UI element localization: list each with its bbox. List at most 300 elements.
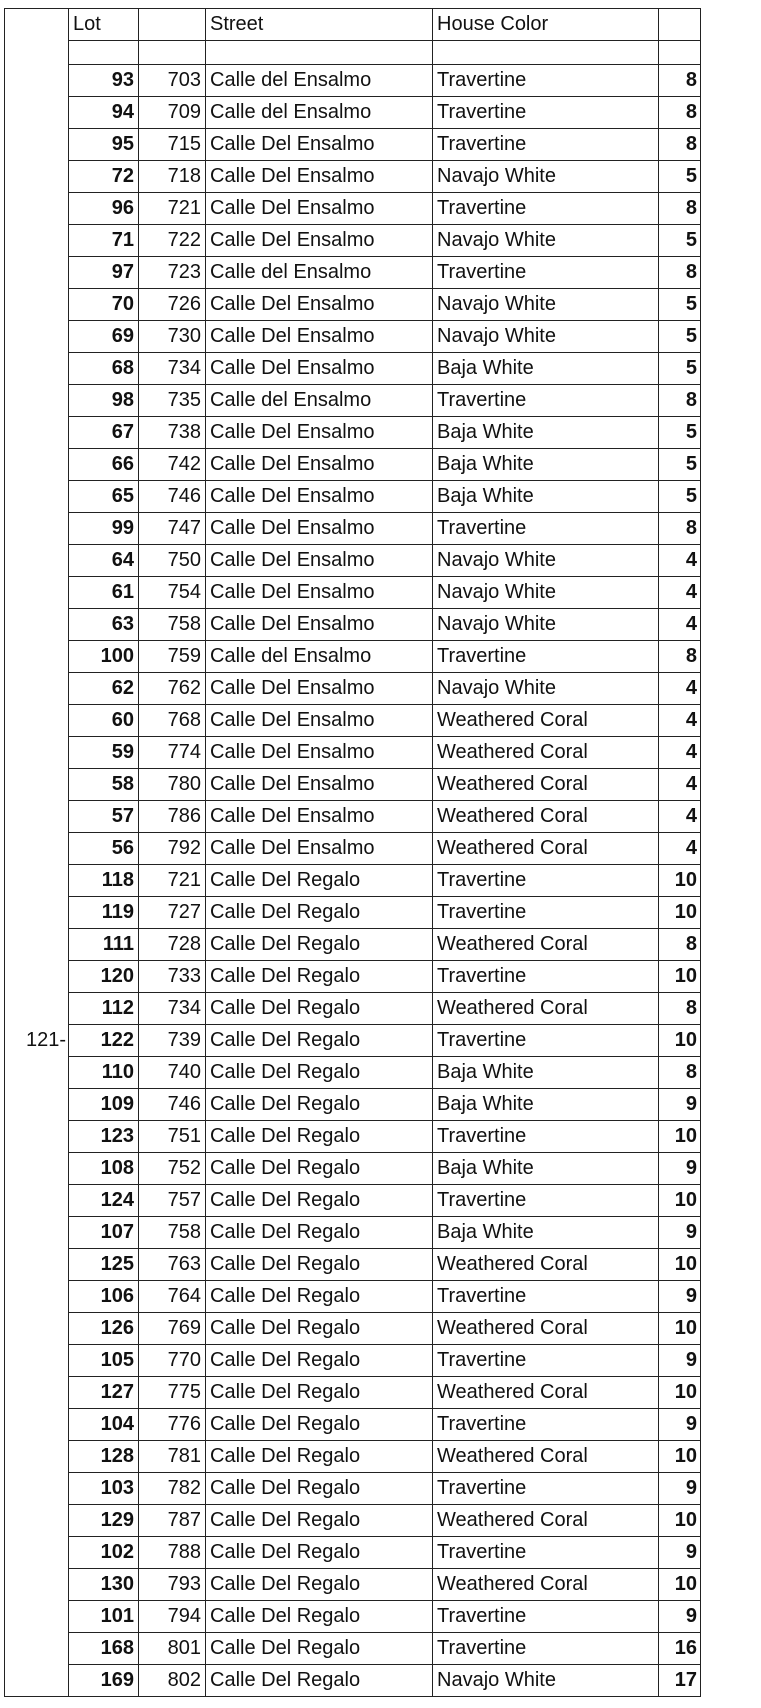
count-cell: 5 bbox=[659, 353, 701, 385]
street-cell: Calle del Ensalmo bbox=[206, 641, 433, 673]
count-cell: 5 bbox=[659, 417, 701, 449]
address-cell: 751 bbox=[139, 1121, 206, 1153]
count-cell: 8 bbox=[659, 993, 701, 1025]
lot-cell: 66 bbox=[69, 449, 139, 481]
street-cell: Calle Del Ensalmo bbox=[206, 129, 433, 161]
street-cell: Calle Del Ensalmo bbox=[206, 609, 433, 641]
count-cell: 5 bbox=[659, 449, 701, 481]
street-cell: Calle Del Ensalmo bbox=[206, 193, 433, 225]
note-cell bbox=[5, 577, 69, 609]
lot-cell: 68 bbox=[69, 353, 139, 385]
street-cell: Calle Del Regalo bbox=[206, 1025, 433, 1057]
lot-cell: 128 bbox=[69, 1441, 139, 1473]
count-cell: 17 bbox=[659, 1665, 701, 1697]
lot-cell: 65 bbox=[69, 481, 139, 513]
address-cell: 715 bbox=[139, 129, 206, 161]
note-cell bbox=[5, 1441, 69, 1473]
table-row bbox=[5, 1217, 701, 1249]
table-row bbox=[5, 929, 701, 961]
house-color-cell: Travertine bbox=[433, 1537, 659, 1569]
lot-cell: 127 bbox=[69, 1377, 139, 1409]
street-cell: Calle Del Regalo bbox=[206, 1089, 433, 1121]
table-row bbox=[5, 1313, 701, 1345]
table-row bbox=[5, 1153, 701, 1185]
street-cell: Calle Del Regalo bbox=[206, 961, 433, 993]
lot-cell: 57 bbox=[69, 801, 139, 833]
note-cell bbox=[5, 1473, 69, 1505]
street-cell: Calle Del Regalo bbox=[206, 1377, 433, 1409]
count-cell: 8 bbox=[659, 929, 701, 961]
note-cell bbox=[5, 897, 69, 929]
count-cell: 8 bbox=[659, 385, 701, 417]
lot-cell: 129 bbox=[69, 1505, 139, 1537]
street-cell: Calle Del Ensalmo bbox=[206, 481, 433, 513]
address-cell: 801 bbox=[139, 1633, 206, 1665]
lot-cell: 126 bbox=[69, 1313, 139, 1345]
street-cell: Calle Del Ensalmo bbox=[206, 449, 433, 481]
street-cell: Calle Del Regalo bbox=[206, 1569, 433, 1601]
table-row bbox=[5, 321, 701, 353]
lot-cell: 56 bbox=[69, 833, 139, 865]
street-cell: Calle del Ensalmo bbox=[206, 385, 433, 417]
street-cell: Calle Del Regalo bbox=[206, 897, 433, 929]
table-row bbox=[5, 1185, 701, 1217]
lot-cell: 169 bbox=[69, 1665, 139, 1697]
address-cell: 733 bbox=[139, 961, 206, 993]
table-row bbox=[5, 641, 701, 673]
address-cell: 764 bbox=[139, 1281, 206, 1313]
lot-cell: 123 bbox=[69, 1121, 139, 1153]
table-row bbox=[5, 1121, 701, 1153]
lot-cell: 72 bbox=[69, 161, 139, 193]
street-cell: Calle Del Ensalmo bbox=[206, 289, 433, 321]
count-cell: 4 bbox=[659, 545, 701, 577]
street-cell: Calle Del Ensalmo bbox=[206, 513, 433, 545]
house-color-cell: Weathered Coral bbox=[433, 769, 659, 801]
note-cell bbox=[5, 737, 69, 769]
house-color-cell: Baja White bbox=[433, 449, 659, 481]
note-cell bbox=[5, 929, 69, 961]
note-cell bbox=[5, 1569, 69, 1601]
street-cell: Calle Del Regalo bbox=[206, 1473, 433, 1505]
table-row bbox=[5, 1377, 701, 1409]
table-row bbox=[5, 161, 701, 193]
house-color-cell: Travertine bbox=[433, 641, 659, 673]
note-cell bbox=[5, 321, 69, 353]
address-cell: 782 bbox=[139, 1473, 206, 1505]
count-cell: 9 bbox=[659, 1089, 701, 1121]
table-row bbox=[5, 1537, 701, 1569]
house-color-cell: Baja White bbox=[433, 353, 659, 385]
street-cell: Calle Del Regalo bbox=[206, 1409, 433, 1441]
blank-row bbox=[5, 41, 701, 65]
house-color-cell: Weathered Coral bbox=[433, 1249, 659, 1281]
house-color-cell: Baja White bbox=[433, 1217, 659, 1249]
table-row bbox=[5, 1057, 701, 1089]
lot-cell: 69 bbox=[69, 321, 139, 353]
note-cell bbox=[5, 449, 69, 481]
table-row bbox=[5, 1473, 701, 1505]
count-cell: 9 bbox=[659, 1345, 701, 1377]
count-cell: 8 bbox=[659, 129, 701, 161]
count-cell: 8 bbox=[659, 641, 701, 673]
note-cell bbox=[5, 1345, 69, 1377]
header-lot: Lot bbox=[69, 9, 139, 41]
count-cell: 9 bbox=[659, 1537, 701, 1569]
house-color-cell: Travertine bbox=[433, 1409, 659, 1441]
address-cell: 739 bbox=[139, 1025, 206, 1057]
table-row bbox=[5, 385, 701, 417]
house-color-cell: Navajo White bbox=[433, 577, 659, 609]
street-cell: Calle del Ensalmo bbox=[206, 65, 433, 97]
table-row bbox=[5, 1601, 701, 1633]
note-cell bbox=[5, 1153, 69, 1185]
lot-cell: 109 bbox=[69, 1089, 139, 1121]
lot-cell: 103 bbox=[69, 1473, 139, 1505]
note-cell bbox=[5, 65, 69, 97]
count-cell: 9 bbox=[659, 1153, 701, 1185]
lot-cell: 101 bbox=[69, 1601, 139, 1633]
table-row bbox=[5, 1505, 701, 1537]
address-cell: 757 bbox=[139, 1185, 206, 1217]
table-row bbox=[5, 65, 701, 97]
street-cell: Calle Del Ensalmo bbox=[206, 161, 433, 193]
lot-cell: 67 bbox=[69, 417, 139, 449]
house-color-cell: Travertine bbox=[433, 1281, 659, 1313]
house-color-cell: Travertine bbox=[433, 65, 659, 97]
street-cell: Calle Del Regalo bbox=[206, 1249, 433, 1281]
address-cell: 794 bbox=[139, 1601, 206, 1633]
count-cell: 9 bbox=[659, 1409, 701, 1441]
address-cell: 746 bbox=[139, 1089, 206, 1121]
table-row bbox=[5, 417, 701, 449]
street-cell: Calle Del Regalo bbox=[206, 1633, 433, 1665]
table-row bbox=[5, 289, 701, 321]
count-cell: 4 bbox=[659, 833, 701, 865]
address-cell: 722 bbox=[139, 225, 206, 257]
street-cell: Calle Del Ensalmo bbox=[206, 353, 433, 385]
count-cell: 10 bbox=[659, 1185, 701, 1217]
note-cell bbox=[5, 545, 69, 577]
house-color-cell: Baja White bbox=[433, 1089, 659, 1121]
street-cell: Calle Del Ensalmo bbox=[206, 737, 433, 769]
address-cell: 746 bbox=[139, 481, 206, 513]
lot-cell: 112 bbox=[69, 993, 139, 1025]
house-color-cell: Weathered Coral bbox=[433, 705, 659, 737]
street-cell: Calle del Ensalmo bbox=[206, 97, 433, 129]
house-color-cell: Weathered Coral bbox=[433, 1569, 659, 1601]
street-cell: Calle Del Ensalmo bbox=[206, 545, 433, 577]
note-cell bbox=[5, 865, 69, 897]
street-cell: Calle Del Regalo bbox=[206, 1185, 433, 1217]
count-cell: 9 bbox=[659, 1473, 701, 1505]
house-color-cell: Travertine bbox=[433, 1185, 659, 1217]
count-cell: 9 bbox=[659, 1281, 701, 1313]
address-cell: 730 bbox=[139, 321, 206, 353]
address-cell: 709 bbox=[139, 97, 206, 129]
street-cell: Calle Del Regalo bbox=[206, 1313, 433, 1345]
count-cell: 9 bbox=[659, 1601, 701, 1633]
table-row bbox=[5, 577, 701, 609]
table-row bbox=[5, 993, 701, 1025]
note-cell bbox=[5, 993, 69, 1025]
lot-cell: 130 bbox=[69, 1569, 139, 1601]
street-cell: Calle Del Ensalmo bbox=[206, 225, 433, 257]
house-color-cell: Baja White bbox=[433, 481, 659, 513]
street-cell: Calle Del Regalo bbox=[206, 929, 433, 961]
address-cell: 770 bbox=[139, 1345, 206, 1377]
street-cell: Calle Del Regalo bbox=[206, 1217, 433, 1249]
count-cell: 10 bbox=[659, 1025, 701, 1057]
note-cell bbox=[5, 193, 69, 225]
address-cell: 793 bbox=[139, 1569, 206, 1601]
header-row bbox=[5, 9, 701, 41]
table-row bbox=[5, 1025, 701, 1057]
table-row bbox=[5, 545, 701, 577]
blank-cell bbox=[433, 41, 659, 65]
house-color-cell: Navajo White bbox=[433, 225, 659, 257]
lot-cell: 119 bbox=[69, 897, 139, 929]
note-cell bbox=[5, 257, 69, 289]
address-cell: 734 bbox=[139, 353, 206, 385]
street-cell: Calle Del Ensalmo bbox=[206, 417, 433, 449]
header-count bbox=[659, 9, 701, 41]
table-row bbox=[5, 1345, 701, 1377]
note-cell bbox=[5, 481, 69, 513]
house-color-cell: Travertine bbox=[433, 961, 659, 993]
street-cell: Calle Del Ensalmo bbox=[206, 833, 433, 865]
lot-cell: 64 bbox=[69, 545, 139, 577]
house-color-cell: Baja White bbox=[433, 1057, 659, 1089]
street-cell: Calle Del Ensalmo bbox=[206, 769, 433, 801]
address-cell: 742 bbox=[139, 449, 206, 481]
note-cell bbox=[5, 1665, 69, 1697]
house-color-cell: Travertine bbox=[433, 129, 659, 161]
table-row bbox=[5, 737, 701, 769]
note-cell bbox=[5, 1377, 69, 1409]
header-note bbox=[5, 9, 69, 41]
house-color-cell: Navajo White bbox=[433, 673, 659, 705]
street-cell: Calle Del Regalo bbox=[206, 1057, 433, 1089]
lot-cell: 106 bbox=[69, 1281, 139, 1313]
header-street: Street bbox=[206, 9, 433, 41]
count-cell: 4 bbox=[659, 769, 701, 801]
address-cell: 721 bbox=[139, 865, 206, 897]
table-row bbox=[5, 769, 701, 801]
table-row bbox=[5, 1281, 701, 1313]
note-cell bbox=[5, 1217, 69, 1249]
table-row bbox=[5, 1089, 701, 1121]
count-cell: 4 bbox=[659, 577, 701, 609]
lot-cell: 60 bbox=[69, 705, 139, 737]
street-cell: Calle Del Regalo bbox=[206, 865, 433, 897]
table-row bbox=[5, 449, 701, 481]
street-cell: Calle Del Regalo bbox=[206, 1441, 433, 1473]
note-cell bbox=[5, 1281, 69, 1313]
address-cell: 738 bbox=[139, 417, 206, 449]
count-cell: 8 bbox=[659, 65, 701, 97]
address-cell: 735 bbox=[139, 385, 206, 417]
table-row bbox=[5, 1409, 701, 1441]
street-cell: Calle Del Regalo bbox=[206, 1121, 433, 1153]
note-cell bbox=[5, 769, 69, 801]
note-cell bbox=[5, 161, 69, 193]
lot-cell: 71 bbox=[69, 225, 139, 257]
house-color-cell: Travertine bbox=[433, 897, 659, 929]
house-color-cell: Weathered Coral bbox=[433, 1313, 659, 1345]
lot-cell: 98 bbox=[69, 385, 139, 417]
table-row bbox=[5, 1633, 701, 1665]
house-color-cell: Navajo White bbox=[433, 161, 659, 193]
note-cell bbox=[5, 1537, 69, 1569]
lot-cell: 94 bbox=[69, 97, 139, 129]
lot-cell: 95 bbox=[69, 129, 139, 161]
note-cell bbox=[5, 1057, 69, 1089]
table-row bbox=[5, 801, 701, 833]
table-row bbox=[5, 1569, 701, 1601]
lot-cell: 120 bbox=[69, 961, 139, 993]
address-cell: 759 bbox=[139, 641, 206, 673]
table-row bbox=[5, 193, 701, 225]
street-cell: Calle Del Regalo bbox=[206, 1601, 433, 1633]
lot-cell: 61 bbox=[69, 577, 139, 609]
count-cell: 10 bbox=[659, 1569, 701, 1601]
address-cell: 758 bbox=[139, 1217, 206, 1249]
table-row bbox=[5, 833, 701, 865]
address-cell: 718 bbox=[139, 161, 206, 193]
table-row bbox=[5, 673, 701, 705]
blank-cell bbox=[139, 41, 206, 65]
note-cell bbox=[5, 609, 69, 641]
address-cell: 763 bbox=[139, 1249, 206, 1281]
house-color-cell: Travertine bbox=[433, 1601, 659, 1633]
note-cell: 121- bbox=[5, 1025, 69, 1057]
count-cell: 5 bbox=[659, 161, 701, 193]
count-cell: 10 bbox=[659, 1121, 701, 1153]
note-cell bbox=[5, 129, 69, 161]
count-cell: 10 bbox=[659, 961, 701, 993]
note-cell bbox=[5, 97, 69, 129]
house-color-cell: Travertine bbox=[433, 1025, 659, 1057]
note-cell bbox=[5, 1633, 69, 1665]
house-color-cell: Navajo White bbox=[433, 545, 659, 577]
note-cell bbox=[5, 1409, 69, 1441]
count-cell: 10 bbox=[659, 1249, 701, 1281]
table-row bbox=[5, 1441, 701, 1473]
house-color-cell: Travertine bbox=[433, 193, 659, 225]
house-color-cell: Navajo White bbox=[433, 609, 659, 641]
lot-cell: 96 bbox=[69, 193, 139, 225]
note-cell bbox=[5, 289, 69, 321]
table-row bbox=[5, 897, 701, 929]
house-color-cell: Navajo White bbox=[433, 289, 659, 321]
lot-cell: 104 bbox=[69, 1409, 139, 1441]
address-cell: 802 bbox=[139, 1665, 206, 1697]
lot-cell: 108 bbox=[69, 1153, 139, 1185]
house-color-cell: Weathered Coral bbox=[433, 929, 659, 961]
address-cell: 775 bbox=[139, 1377, 206, 1409]
table-row bbox=[5, 865, 701, 897]
house-color-cell: Weathered Coral bbox=[433, 801, 659, 833]
street-cell: Calle Del Regalo bbox=[206, 1537, 433, 1569]
lot-color-table bbox=[4, 8, 701, 1697]
address-cell: 740 bbox=[139, 1057, 206, 1089]
table-row bbox=[5, 1249, 701, 1281]
count-cell: 4 bbox=[659, 737, 701, 769]
lot-cell: 62 bbox=[69, 673, 139, 705]
lot-cell: 124 bbox=[69, 1185, 139, 1217]
note-cell bbox=[5, 1249, 69, 1281]
count-cell: 4 bbox=[659, 705, 701, 737]
blank-cell bbox=[5, 41, 69, 65]
lot-cell: 59 bbox=[69, 737, 139, 769]
address-cell: 768 bbox=[139, 705, 206, 737]
note-cell bbox=[5, 1313, 69, 1345]
lot-cell: 168 bbox=[69, 1633, 139, 1665]
count-cell: 16 bbox=[659, 1633, 701, 1665]
note-cell bbox=[5, 801, 69, 833]
street-cell: Calle Del Regalo bbox=[206, 1345, 433, 1377]
street-cell: Calle Del Ensalmo bbox=[206, 801, 433, 833]
table-row bbox=[5, 257, 701, 289]
house-color-cell: Weathered Coral bbox=[433, 833, 659, 865]
count-cell: 8 bbox=[659, 1057, 701, 1089]
count-cell: 5 bbox=[659, 321, 701, 353]
house-color-cell: Baja White bbox=[433, 1153, 659, 1185]
note-cell bbox=[5, 673, 69, 705]
address-cell: 721 bbox=[139, 193, 206, 225]
note-cell bbox=[5, 417, 69, 449]
street-cell: Calle Del Regalo bbox=[206, 1505, 433, 1537]
count-cell: 10 bbox=[659, 897, 701, 929]
address-cell: 780 bbox=[139, 769, 206, 801]
address-cell: 734 bbox=[139, 993, 206, 1025]
note-cell bbox=[5, 513, 69, 545]
street-cell: Calle Del Ensalmo bbox=[206, 577, 433, 609]
house-color-cell: Travertine bbox=[433, 97, 659, 129]
table-row bbox=[5, 225, 701, 257]
address-cell: 787 bbox=[139, 1505, 206, 1537]
house-color-cell: Weathered Coral bbox=[433, 1441, 659, 1473]
lot-cell: 102 bbox=[69, 1537, 139, 1569]
note-cell bbox=[5, 1121, 69, 1153]
address-cell: 728 bbox=[139, 929, 206, 961]
note-cell bbox=[5, 641, 69, 673]
lot-cell: 105 bbox=[69, 1345, 139, 1377]
street-cell: Calle del Ensalmo bbox=[206, 257, 433, 289]
table-row bbox=[5, 609, 701, 641]
note-cell bbox=[5, 225, 69, 257]
address-cell: 758 bbox=[139, 609, 206, 641]
street-cell: Calle Del Regalo bbox=[206, 1281, 433, 1313]
count-cell: 10 bbox=[659, 1377, 701, 1409]
table-row bbox=[5, 1665, 701, 1697]
note-cell bbox=[5, 705, 69, 737]
note-cell bbox=[5, 1601, 69, 1633]
house-color-cell: Travertine bbox=[433, 865, 659, 897]
address-cell: 723 bbox=[139, 257, 206, 289]
table-row bbox=[5, 129, 701, 161]
address-cell: 747 bbox=[139, 513, 206, 545]
count-cell: 5 bbox=[659, 225, 701, 257]
note-cell bbox=[5, 353, 69, 385]
address-cell: 754 bbox=[139, 577, 206, 609]
house-color-cell: Travertine bbox=[433, 257, 659, 289]
count-cell: 4 bbox=[659, 673, 701, 705]
count-cell: 10 bbox=[659, 1441, 701, 1473]
house-color-cell: Travertine bbox=[433, 1473, 659, 1505]
address-cell: 752 bbox=[139, 1153, 206, 1185]
